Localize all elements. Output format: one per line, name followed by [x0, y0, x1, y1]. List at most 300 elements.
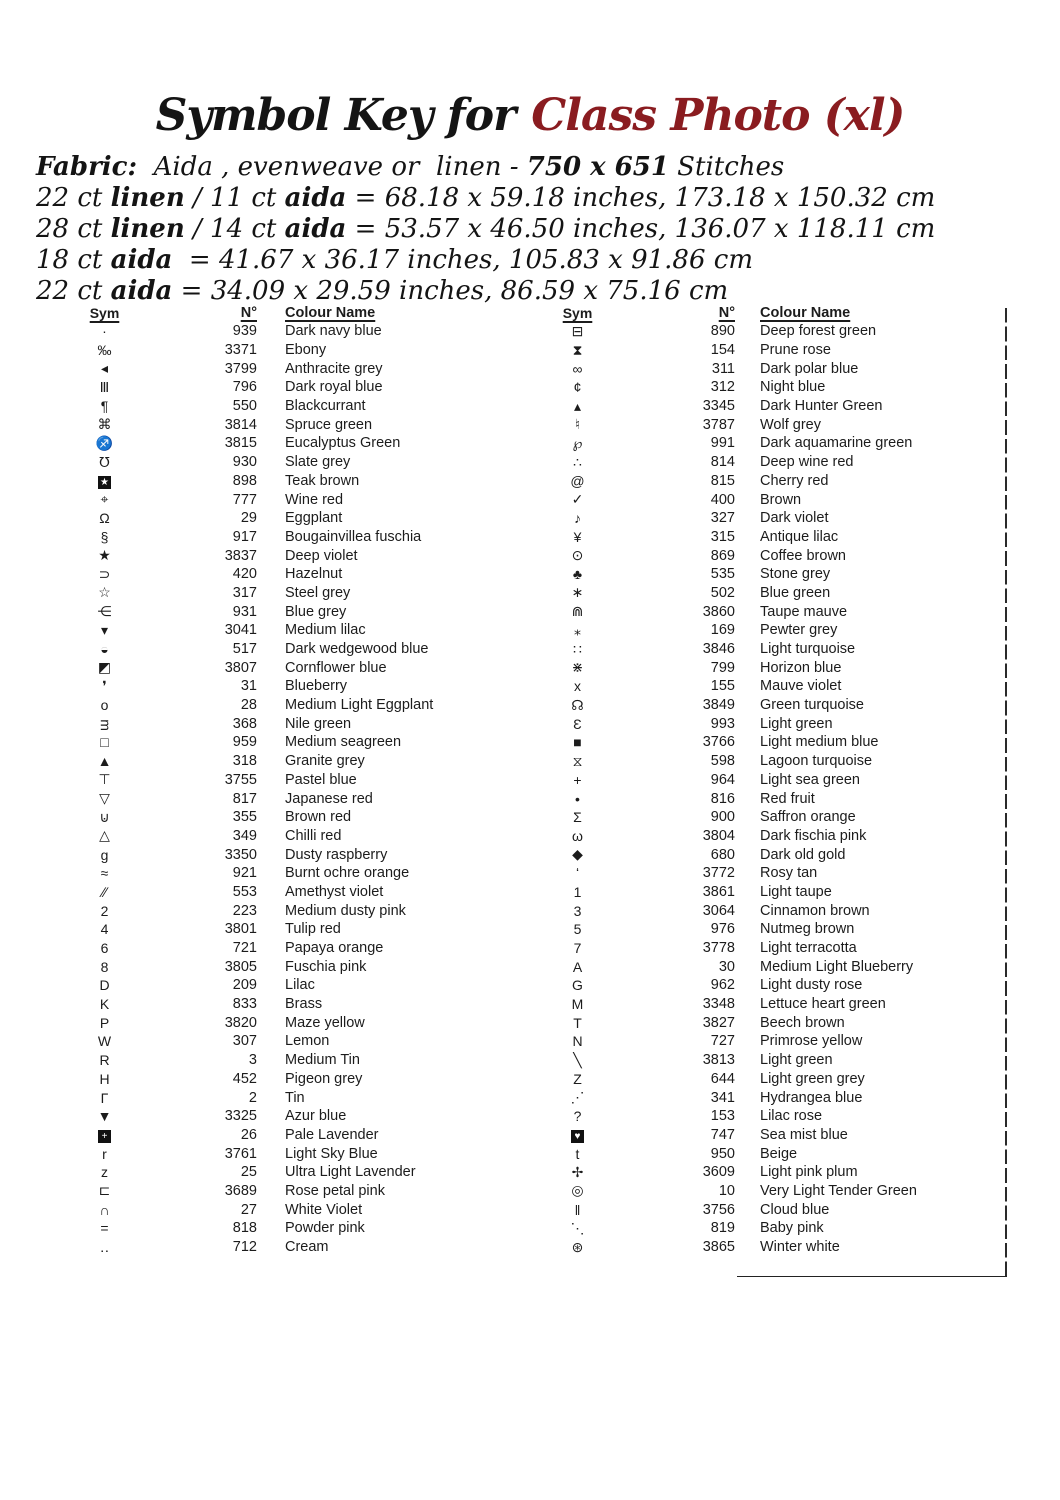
- number-cell: 3801: [224, 921, 257, 938]
- key-row: [62, 1107, 522, 1126]
- key-row: [62, 490, 522, 509]
- number-cell: 3861: [702, 883, 735, 900]
- number-cell: 30: [718, 958, 735, 975]
- key-row: [535, 1219, 1005, 1238]
- symbol-cell: ∴: [573, 453, 582, 470]
- key-row: [535, 1144, 1005, 1163]
- symbol-cell: R: [99, 1052, 110, 1069]
- key-row: [535, 1032, 1005, 1051]
- number-cell: 26: [240, 1126, 257, 1143]
- symbol-cell: W: [97, 1033, 112, 1050]
- symbol-cell: ⌘: [97, 416, 112, 433]
- color-name-cell: Sea mist blue: [760, 1126, 848, 1143]
- fabric-text-segment: aida: [110, 245, 173, 275]
- symbol-cell: T: [573, 1014, 582, 1031]
- number-cell: 818: [232, 1220, 257, 1237]
- number-cell: 400: [710, 491, 735, 508]
- number-cell: 976: [710, 921, 735, 938]
- color-name-cell: Beech brown: [760, 1014, 845, 1031]
- number-cell: 3837: [224, 547, 257, 564]
- color-name-cell: Deep forest green: [760, 323, 877, 340]
- symbol-cell: N: [572, 1033, 583, 1050]
- color-name-cell: Dark fischia pink: [760, 827, 867, 844]
- symbol-cell: ⊙: [571, 547, 584, 564]
- table-bottom-border: [737, 1276, 1007, 1277]
- key-row: [535, 1070, 1005, 1089]
- number-cell: 796: [232, 379, 257, 396]
- number-cell: 3345: [702, 398, 735, 415]
- color-name-cell: Dark Hunter Green: [760, 398, 883, 415]
- key-row: [62, 658, 522, 677]
- symbol-cell: ◎: [571, 1182, 584, 1199]
- number-cell: 223: [232, 902, 257, 919]
- color-name-cell: Lilac: [285, 977, 315, 994]
- symbol-cell: ⋒: [571, 603, 584, 620]
- header-number: N°: [718, 304, 735, 321]
- key-row: [535, 434, 1005, 453]
- color-name-cell: Maze yellow: [285, 1014, 365, 1031]
- key-row: [62, 1013, 522, 1032]
- number-cell: 31: [240, 678, 257, 695]
- number-cell: 3064: [702, 902, 735, 919]
- number-cell: 3756: [702, 1201, 735, 1218]
- number-cell: 3849: [702, 697, 735, 714]
- fabric-text-segment: 28 ct: [36, 214, 111, 244]
- symbol-cell: z: [101, 1164, 108, 1181]
- key-row: [535, 1013, 1005, 1032]
- number-cell: 869: [710, 547, 735, 564]
- key-row: [535, 565, 1005, 584]
- symbol-cell: ╲: [573, 1051, 582, 1068]
- number-cell: 721: [232, 940, 257, 957]
- number-cell: 3325: [224, 1108, 257, 1125]
- number-cell: 680: [710, 846, 735, 863]
- symbol-cell: ✓: [571, 491, 584, 508]
- inverse-symbol: ★: [98, 476, 111, 489]
- color-name-cell: Steel grey: [285, 584, 351, 601]
- key-row: [535, 864, 1005, 883]
- symbol-cell: ⊛: [571, 1238, 584, 1255]
- number-cell: 777: [232, 491, 257, 508]
- number-cell: 29: [240, 510, 257, 527]
- color-name-cell: Lettuce heart green: [760, 996, 886, 1013]
- fabric-block: [36, 152, 1026, 307]
- symbol-cell: M: [571, 996, 584, 1013]
- key-row: [535, 771, 1005, 790]
- number-cell: 25: [240, 1164, 257, 1181]
- symbol-cell: ¶: [100, 398, 109, 415]
- color-name-cell: Primrose yellow: [760, 1033, 863, 1050]
- fabric-text-segment: 18 ct: [36, 245, 111, 275]
- color-name-cell: Tin: [285, 1089, 305, 1106]
- color-name-cell: Medium lilac: [285, 622, 366, 639]
- fabric-text-segment: Stitches: [668, 152, 785, 182]
- symbol-cell: ♣: [572, 566, 583, 583]
- color-name-cell: Teak brown: [285, 472, 360, 489]
- color-name-cell: Dark aquamarine green: [760, 435, 913, 452]
- color-name-cell: Light turquoise: [760, 641, 856, 658]
- symbol-cell: D: [99, 977, 110, 994]
- key-row: [535, 1163, 1005, 1182]
- color-name-cell: Light green: [760, 715, 833, 732]
- key-row: [62, 322, 522, 341]
- symbol-cell: ‰: [97, 342, 112, 359]
- number-cell: 3766: [702, 734, 735, 751]
- color-name-cell: Amethyst violet: [285, 883, 384, 900]
- key-row: [535, 939, 1005, 958]
- symbol-cell: ⋰: [570, 1089, 585, 1106]
- key-row: [62, 434, 522, 453]
- number-cell: 327: [710, 510, 735, 527]
- symbol-cell: ❜: [102, 677, 107, 694]
- symbol-cell: ⌖: [100, 491, 109, 508]
- number-cell: 3846: [702, 641, 735, 658]
- color-name-cell: Lagoon turquoise: [760, 753, 873, 770]
- symbol-cell: ◂: [100, 360, 109, 377]
- number-cell: 318: [232, 753, 257, 770]
- symbol-cell: o: [100, 697, 109, 714]
- color-name-cell: Chilli red: [285, 827, 342, 844]
- color-name-cell: Lilac rose: [760, 1108, 823, 1125]
- number-cell: 816: [710, 790, 735, 807]
- number-cell: 311: [711, 360, 735, 377]
- color-name-cell: Powder pink: [285, 1220, 365, 1237]
- key-row: [62, 789, 522, 808]
- key-row: [535, 322, 1005, 341]
- symbol-cell: 4: [100, 921, 109, 938]
- key-row: [62, 920, 522, 939]
- fabric-line-1: [36, 152, 1026, 183]
- number-cell: 917: [232, 528, 257, 545]
- key-row: [535, 359, 1005, 378]
- symbol-cell: ·: [102, 323, 107, 340]
- key-row: [62, 1051, 522, 1070]
- fabric-text-segment: Aida , evenweave or linen -: [137, 152, 527, 182]
- color-name-cell: Hydrangea blue: [760, 1089, 863, 1106]
- key-row: [62, 565, 522, 584]
- number-cell: 452: [232, 1070, 257, 1087]
- key-row: [535, 640, 1005, 659]
- key-row: [535, 976, 1005, 995]
- color-name-cell: Light terracotta: [760, 940, 857, 957]
- color-name-cell: Cream: [285, 1239, 329, 1256]
- number-cell: 3761: [224, 1145, 257, 1162]
- key-row: [535, 415, 1005, 434]
- color-name-cell: Brown: [760, 491, 802, 508]
- symbol-cell: ⧗: [572, 341, 583, 358]
- color-name-cell: Beige: [760, 1145, 798, 1162]
- color-name-cell: Light green grey: [760, 1070, 865, 1087]
- number-cell: 921: [232, 865, 257, 882]
- fabric-text-segment: Fabric:: [36, 152, 138, 182]
- number-cell: 3820: [224, 1014, 257, 1031]
- key-row: [62, 677, 522, 696]
- key-row: [62, 472, 522, 491]
- color-name-cell: Wine red: [285, 491, 344, 508]
- color-name-cell: Medium Tin: [285, 1052, 360, 1069]
- key-row: [535, 341, 1005, 360]
- fabric-text-segment: / 11 ct: [184, 183, 285, 213]
- number-cell: 644: [710, 1070, 735, 1087]
- color-name-cell: Anthracite grey: [285, 360, 383, 377]
- key-row: [62, 957, 522, 976]
- header-sym: Sym: [89, 304, 120, 321]
- color-name-cell: Medium seagreen: [285, 734, 402, 751]
- color-name-cell: Blue green: [760, 584, 831, 601]
- symbol-cell: ♪: [574, 510, 581, 527]
- symbol-cell: +: [573, 771, 582, 788]
- symbol-cell: ◒: [100, 641, 109, 658]
- number-cell: 962: [710, 977, 735, 994]
- key-row: [62, 378, 522, 397]
- color-name-cell: Prune rose: [760, 342, 831, 359]
- key-row: [535, 621, 1005, 640]
- color-name-cell: Light sea green: [760, 771, 860, 788]
- number-cell: 3: [248, 1052, 257, 1069]
- key-row: [535, 752, 1005, 771]
- symbol-cell: Γ: [100, 1089, 109, 1106]
- symbol-cell: 5: [573, 921, 582, 938]
- color-name-cell: Dark violet: [760, 510, 829, 527]
- symbol-cell: [62, 1127, 147, 1143]
- color-name-cell: Deep wine red: [760, 454, 854, 471]
- color-name-cell: Azur blue: [285, 1108, 347, 1125]
- table-header: [62, 303, 522, 322]
- number-cell: 993: [710, 715, 735, 732]
- key-row: [62, 733, 522, 752]
- symbol-cell: ᴟ: [100, 715, 109, 732]
- number-cell: 598: [710, 753, 735, 770]
- fabric-text-segment: linen: [110, 183, 185, 213]
- number-cell: 815: [710, 472, 735, 489]
- symbol-cell: @: [570, 472, 585, 489]
- color-name-cell: Cinnamon brown: [760, 902, 870, 919]
- symbol-cell: 8: [100, 958, 109, 975]
- number-cell: 890: [710, 323, 735, 340]
- color-name-cell: Baby pink: [760, 1220, 824, 1237]
- symbol-cell: ✢: [571, 1163, 584, 1180]
- symbol-cell: ⋲: [97, 603, 112, 620]
- number-cell: 898: [232, 472, 257, 489]
- key-row: [535, 789, 1005, 808]
- fabric-text-segment: 22 ct: [36, 183, 111, 213]
- number-cell: 517: [232, 641, 257, 658]
- key-row: [62, 752, 522, 771]
- key-row: [62, 640, 522, 659]
- number-cell: 991: [710, 435, 735, 452]
- key-row: [535, 845, 1005, 864]
- symbol-cell: 2: [100, 902, 109, 919]
- symbol-cell: ℧: [99, 453, 110, 470]
- number-cell: 3865: [702, 1239, 735, 1256]
- number-cell: 833: [232, 996, 257, 1013]
- key-row: [62, 901, 522, 920]
- color-name-cell: Ultra Light Lavender: [285, 1164, 416, 1181]
- key-row: [535, 378, 1005, 397]
- color-name-cell: Slate grey: [285, 454, 351, 471]
- color-name-cell: Lemon: [285, 1033, 330, 1050]
- fabric-text-segment: / 14 ct: [184, 214, 285, 244]
- key-row: [535, 677, 1005, 696]
- fabric-line-4: [36, 245, 1026, 276]
- number-cell: 930: [232, 454, 257, 471]
- fabric-line-2: [36, 183, 1026, 214]
- key-row: [62, 1238, 522, 1257]
- color-name-cell: Red fruit: [760, 790, 815, 807]
- symbol-cell: ⋱: [570, 1219, 585, 1236]
- key-row: [62, 546, 522, 565]
- number-cell: 315: [710, 528, 735, 545]
- key-row: [62, 1070, 522, 1089]
- key-row: [62, 976, 522, 995]
- symbol-cell: G: [572, 977, 583, 994]
- symbol-cell: ▽: [99, 790, 110, 807]
- number-cell: 3815: [224, 435, 257, 452]
- inverse-symbol: ♥: [571, 1130, 584, 1143]
- key-row: [535, 528, 1005, 547]
- number-cell: 209: [232, 977, 257, 994]
- key-row: [535, 1182, 1005, 1201]
- color-name-cell: Taupe mauve: [760, 603, 848, 620]
- symbol-cell: ∩: [99, 1201, 110, 1218]
- symbol-cell: ⊤: [98, 771, 111, 788]
- number-cell: 553: [232, 883, 257, 900]
- symbol-cell: ▼: [97, 1108, 112, 1125]
- swatch-column-divider: [1005, 308, 1007, 1278]
- symbol-cell: t: [575, 1145, 580, 1162]
- color-name-cell: Bougainvillea fuschia: [285, 528, 422, 545]
- color-name-cell: Saffron orange: [760, 809, 856, 826]
- title-red: Class Photo (xl): [531, 90, 905, 141]
- key-row: [62, 939, 522, 958]
- table-body-left: [62, 322, 522, 1256]
- symbol-cell: ⊏: [98, 1182, 111, 1199]
- color-name-cell: Ebony: [285, 342, 327, 359]
- fabric-text-segment: aida: [110, 276, 173, 306]
- key-row: [535, 602, 1005, 621]
- number-cell: 3348: [702, 996, 735, 1013]
- symbol-cell: ʻ: [575, 865, 580, 882]
- color-name-cell: Medium Light Eggplant: [285, 697, 434, 714]
- symbol-cell: Σ: [573, 809, 582, 826]
- fabric-text-segment: linen: [110, 214, 185, 244]
- number-cell: 312: [710, 379, 735, 396]
- symbol-cell: ≈: [100, 865, 109, 882]
- number-cell: 3807: [224, 659, 257, 676]
- color-name-cell: Stone grey: [760, 566, 831, 583]
- color-name-cell: Cornflower blue: [285, 659, 387, 676]
- color-name-cell: Dark polar blue: [760, 360, 859, 377]
- key-row: [62, 714, 522, 733]
- color-name-cell: Pastel blue: [285, 771, 357, 788]
- key-row: [62, 995, 522, 1014]
- symbol-cell: ♮: [574, 416, 580, 433]
- number-cell: 169: [710, 622, 735, 639]
- color-name-cell: Rosy tan: [760, 865, 818, 882]
- header-colour-name: Colour Name: [285, 304, 376, 321]
- fabric-line-3: [36, 214, 1026, 245]
- symbol-cell: ⁎: [574, 621, 581, 638]
- color-name-cell: Light pink plum: [760, 1164, 858, 1181]
- symbol-cell: r: [102, 1145, 107, 1162]
- key-row: [62, 771, 522, 790]
- key-row: [62, 341, 522, 360]
- key-row: [535, 733, 1005, 752]
- color-name-cell: Pigeon grey: [285, 1070, 363, 1087]
- header-colour-name: Colour Name: [760, 304, 851, 321]
- number-cell: 3813: [702, 1052, 735, 1069]
- key-row: [535, 472, 1005, 491]
- color-name-cell: Dark royal blue: [285, 379, 383, 396]
- color-name-cell: Light green: [760, 1052, 833, 1069]
- key-row: [535, 397, 1005, 416]
- symbol-cell: ∗: [571, 584, 584, 601]
- symbol-cell: =: [100, 1220, 109, 1237]
- number-cell: 900: [710, 809, 735, 826]
- symbol-key-table-left: [62, 303, 522, 1256]
- symbol-cell: ▲: [97, 753, 112, 770]
- number-cell: 28: [240, 697, 257, 714]
- key-row: [535, 696, 1005, 715]
- symbol-cell: H: [99, 1070, 110, 1087]
- key-row: [62, 602, 522, 621]
- key-row: [62, 528, 522, 547]
- color-name-cell: Mauve violet: [760, 678, 842, 695]
- symbol-cell: Ɛ: [573, 715, 582, 732]
- symbol-cell: ‥: [99, 1238, 110, 1255]
- key-row: [62, 1200, 522, 1219]
- key-row: [535, 920, 1005, 939]
- table-header: [535, 303, 1005, 322]
- symbol-cell: ◩: [97, 659, 112, 676]
- color-name-cell: Wolf grey: [760, 416, 821, 433]
- key-row: [62, 621, 522, 640]
- number-cell: 817: [232, 790, 257, 807]
- fabric-text-segment: = 41.67 x 36.17 inches, 105.83 x 91.86 cm: [172, 245, 753, 275]
- color-name-cell: Dusty raspberry: [285, 846, 388, 863]
- fabric-text-segment: = 34.09 x 29.59 inches, 86.59 x 75.16 cm: [172, 276, 729, 306]
- symbol-cell: ★: [98, 547, 111, 564]
- symbol-cell: ⋇: [571, 659, 584, 676]
- fabric-text-segment: 22 ct: [36, 276, 111, 306]
- symbol-cell: □: [100, 734, 109, 751]
- key-row: [535, 1238, 1005, 1257]
- color-name-cell: Brown red: [285, 809, 352, 826]
- color-name-cell: Light Sky Blue: [285, 1145, 378, 1162]
- number-cell: 307: [232, 1033, 257, 1050]
- number-cell: 349: [232, 827, 257, 844]
- color-name-cell: Fuschia pink: [285, 958, 367, 975]
- key-row: [535, 490, 1005, 509]
- color-name-cell: White Violet: [285, 1201, 363, 1218]
- number-cell: 950: [710, 1145, 735, 1162]
- key-row: [535, 883, 1005, 902]
- color-name-cell: Coffee brown: [760, 547, 846, 564]
- symbol-cell: 6: [100, 940, 109, 957]
- key-row: [62, 453, 522, 472]
- color-name-cell: Medium dusty pink: [285, 902, 406, 919]
- symbol-cell: ℘: [572, 434, 583, 451]
- symbol-cell: §: [100, 528, 109, 545]
- color-name-cell: Pale Lavender: [285, 1126, 379, 1143]
- key-row: [62, 1032, 522, 1051]
- key-row: [535, 995, 1005, 1014]
- color-name-cell: Cherry red: [760, 472, 829, 489]
- key-row: [535, 827, 1005, 846]
- inverse-symbol: +: [98, 1130, 111, 1143]
- number-cell: 3787: [702, 416, 735, 433]
- key-row: [62, 808, 522, 827]
